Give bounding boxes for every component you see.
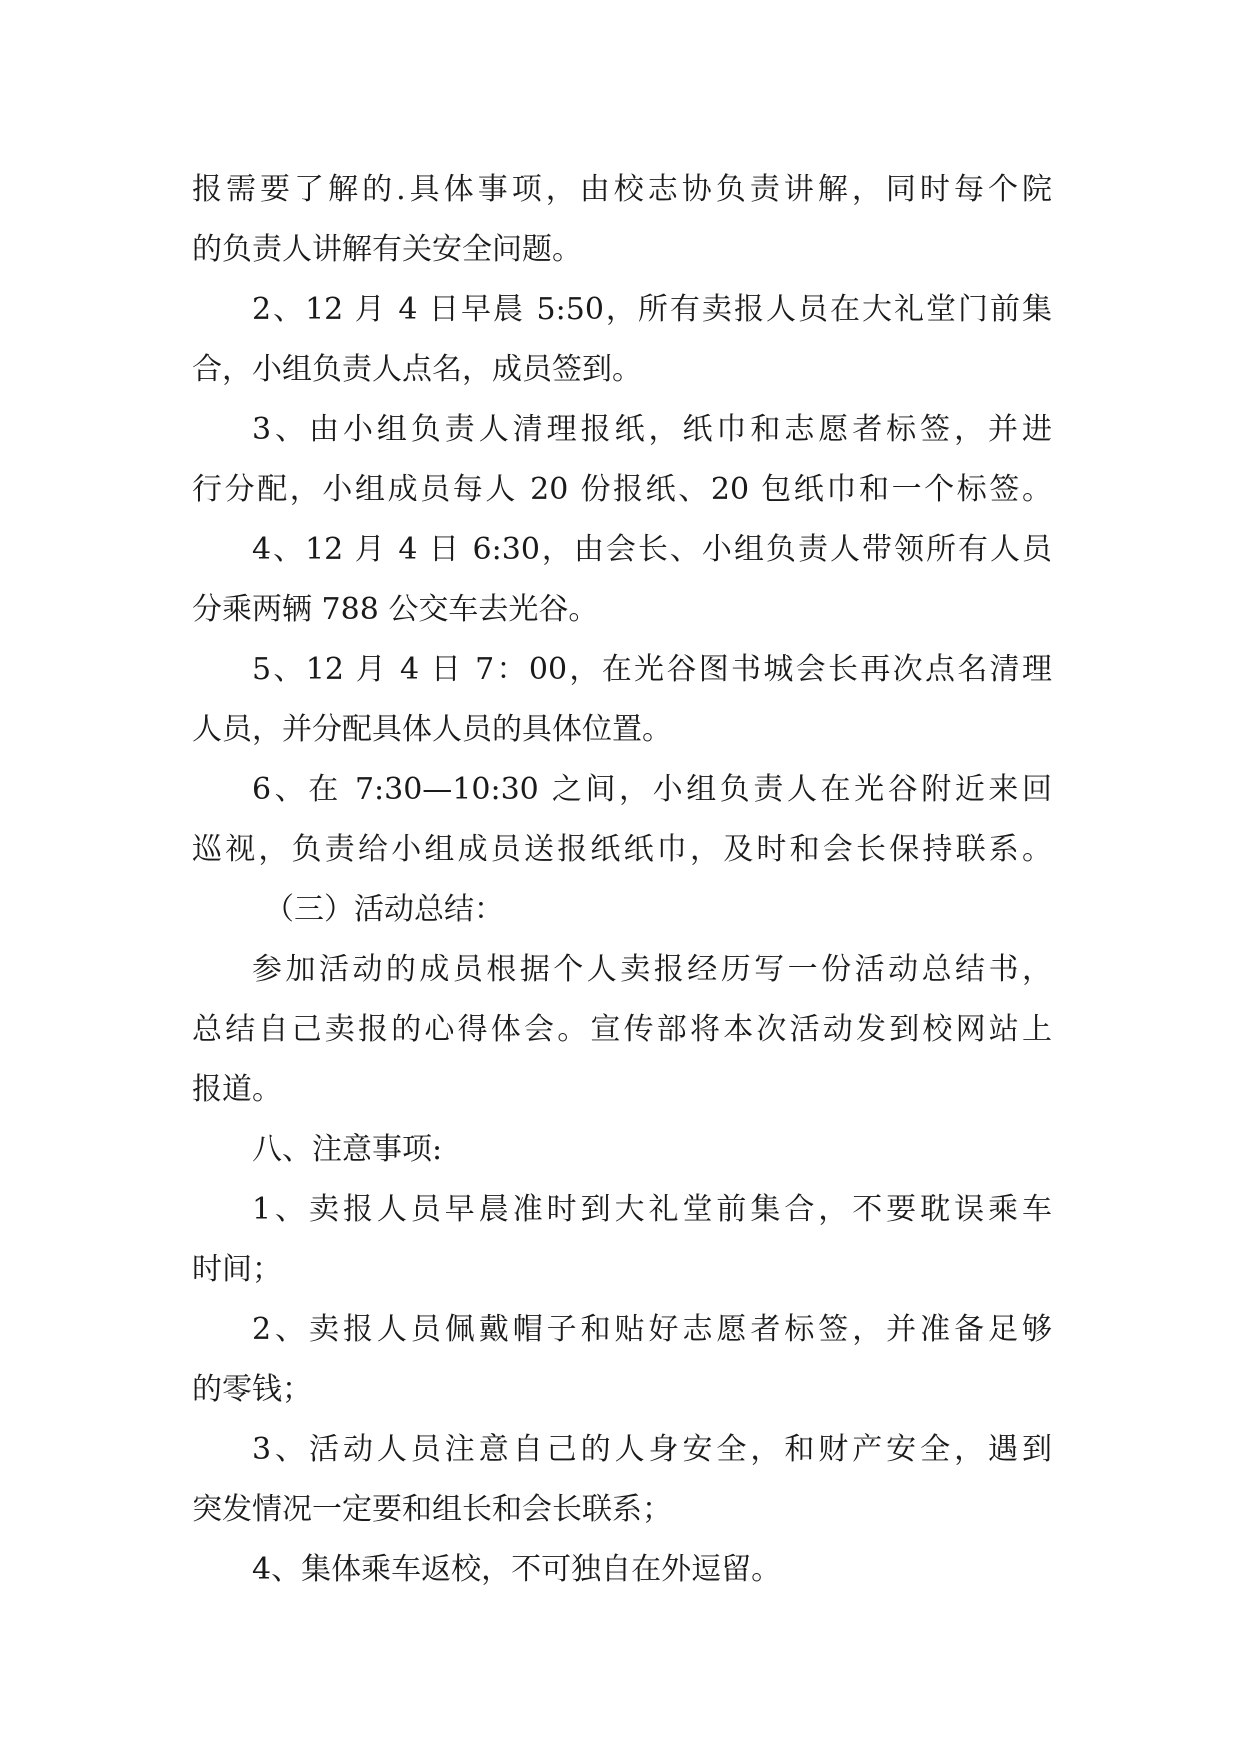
paragraph-note-2 (192, 1300, 1052, 1420)
text-line: 报需要了解的.具体事项，由校志协负责讲解，同时每个院 (192, 172, 1052, 207)
paragraph-note-4 (192, 1540, 1052, 1600)
section-heading-summary (192, 880, 1052, 940)
text-line: 5、12 月 4 日 7：00，在光谷图书城会长再次点名清理 (252, 652, 1052, 687)
text-line: 报道。 (192, 1072, 282, 1107)
paragraph-step-4 (192, 520, 1052, 640)
paragraph-continued-briefing (192, 160, 1052, 280)
section-heading-notes (192, 1120, 1052, 1180)
text-line: 分乘两辆 788 公交车去光谷。 (192, 592, 599, 627)
document-body (192, 160, 1052, 1600)
text-line: 4、集体乘车返校，不可独自在外逗留。 (252, 1552, 782, 1587)
text-line: 的负责人讲解有关安全问题。 (192, 232, 582, 267)
paragraph-summary (192, 940, 1052, 1120)
text-line: 巡视，负责给小组成员送报纸纸巾，及时和会长保持联系。 (192, 832, 1052, 867)
paragraph-step-5 (192, 640, 1052, 760)
text-line: 突发情况一定要和组长和会长联系； (192, 1492, 672, 1527)
text-line: 1、卖报人员早晨准时到大礼堂前集合，不要耽误乘车 (252, 1192, 1052, 1227)
section-heading: 八、注意事项: (252, 1132, 443, 1167)
text-line: 合，小组负责人点名，成员签到。 (192, 352, 642, 387)
text-line: 的零钱； (192, 1372, 312, 1407)
text-line: 行分配，小组成员每人 20 份报纸、20 包纸巾和一个标签。 (192, 472, 1052, 507)
paragraph-step-3 (192, 400, 1052, 520)
text-line: 时间； (192, 1252, 282, 1287)
paragraph-step-6 (192, 760, 1052, 880)
text-line: 总结自己卖报的心得体会。宣传部将本次活动发到校网站上 (192, 1012, 1052, 1047)
text-line: 3、活动人员注意自己的人身安全，和财产安全，遇到 (252, 1432, 1052, 1467)
text-line: 3、由小组负责人清理报纸，纸巾和志愿者标签，并进 (252, 412, 1052, 447)
text-line: 4、12 月 4 日 6:30，由会长、小组负责人带领所有人员 (252, 532, 1052, 567)
text-line: 人员，并分配具体人员的具体位置。 (192, 712, 672, 747)
paragraph-step-2 (192, 280, 1052, 400)
text-line: 2、卖报人员佩戴帽子和贴好志愿者标签，并准备足够 (252, 1312, 1052, 1347)
text-line: 参加活动的成员根据个人卖报经历写一份活动总结书， (252, 952, 1052, 987)
section-heading: （三）活动总结： (264, 892, 504, 927)
paragraph-note-3 (192, 1420, 1052, 1540)
text-line: 2、12 月 4 日早晨 5:50，所有卖报人员在大礼堂门前集 (252, 292, 1052, 327)
paragraph-note-1 (192, 1180, 1052, 1300)
text-line: 6、在 7:30—10:30 之间，小组负责人在光谷附近来回 (252, 772, 1052, 807)
